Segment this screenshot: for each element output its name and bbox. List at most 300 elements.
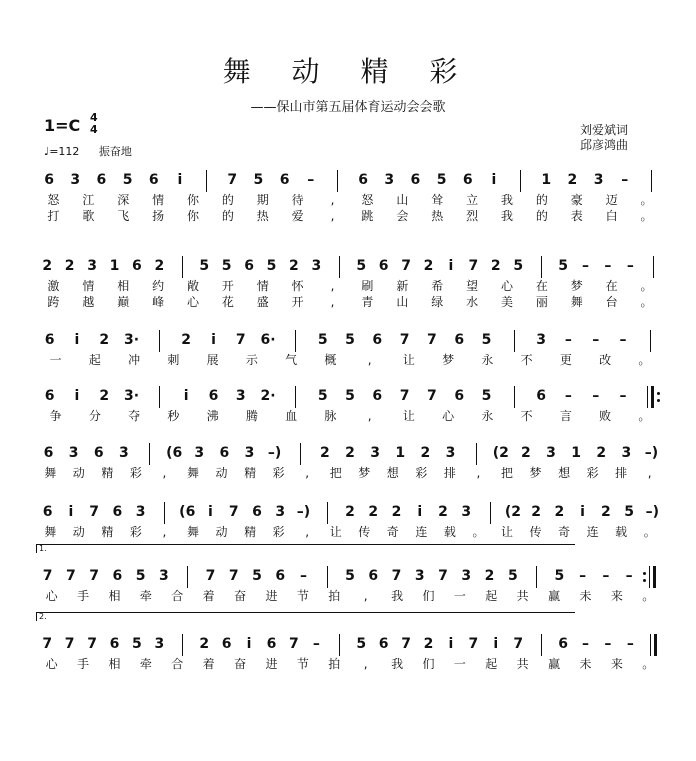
lyric-char: 展	[206, 353, 219, 367]
lyric-char: 动	[215, 525, 228, 539]
lyric-char: 相	[117, 279, 130, 293]
note: i	[183, 388, 189, 404]
notation-row	[0, 564, 696, 588]
lyric-char: 美	[500, 295, 513, 309]
note: 7	[513, 636, 524, 652]
lyric-char: 情	[82, 279, 95, 293]
note: (6	[179, 504, 196, 520]
lyric-char: 血	[285, 409, 298, 423]
lyric-char: 着	[202, 657, 215, 671]
lyric-char: ,	[330, 193, 335, 207]
note: –	[299, 568, 307, 584]
lyric-char: 峰	[152, 295, 165, 309]
lyric-char: 情	[152, 193, 165, 207]
note: 6	[112, 568, 123, 584]
lyric-char: ,	[647, 466, 652, 480]
lyric-char: 传	[358, 525, 371, 539]
lyric-char: 手	[77, 589, 90, 603]
lyric-char: 手	[77, 657, 90, 671]
lyric-char: 共	[516, 589, 529, 603]
lyric-text	[0, 588, 696, 604]
bar-line	[339, 634, 340, 656]
lyric-char: 精	[244, 525, 257, 539]
note: 5	[624, 504, 634, 520]
bar-line	[514, 330, 515, 352]
lyric-char: 怒	[47, 193, 60, 207]
note: 7	[42, 568, 53, 584]
note: 3	[70, 172, 81, 188]
notation-row	[0, 632, 696, 656]
lyric-char: 争	[49, 409, 62, 423]
note: 5	[122, 172, 133, 188]
note: –	[626, 636, 634, 652]
lyric-text	[0, 408, 696, 424]
note: 2	[345, 445, 355, 461]
notation-row	[0, 384, 696, 408]
lyric-char: 合	[171, 657, 184, 671]
note: 2	[368, 504, 379, 520]
lyric-char: 让	[500, 525, 513, 539]
bar-line	[159, 386, 160, 408]
lyric-char: 。	[640, 295, 653, 309]
note: 7	[205, 568, 216, 584]
repeat-dot	[657, 399, 660, 402]
note: 2	[490, 258, 501, 274]
lyric-char: 你	[186, 209, 199, 223]
lyric-char: 赢	[548, 657, 561, 671]
note: i	[448, 636, 454, 652]
notation-row	[0, 328, 696, 352]
lyric-char: ,	[330, 295, 335, 309]
note: 2	[154, 258, 165, 274]
lyric-char: 我	[500, 193, 513, 207]
lyric-char: 热	[431, 209, 444, 223]
note: 6	[44, 172, 54, 188]
note: 5	[253, 172, 264, 188]
bar-line	[650, 330, 651, 352]
note: 6	[358, 172, 368, 188]
lyric-char: 载	[443, 525, 456, 539]
note: 2	[423, 636, 434, 652]
bar-line	[653, 256, 654, 278]
bar-line	[295, 330, 296, 352]
lyric-char: 精	[244, 466, 257, 480]
note: 7	[401, 636, 411, 652]
lyric-char: 耸	[431, 193, 444, 207]
note: 5	[558, 258, 568, 274]
lyric-char: 来	[610, 657, 623, 671]
lyric-text	[0, 465, 696, 481]
note: 5	[252, 568, 262, 584]
lyric-char: 怒	[361, 193, 374, 207]
note: –)	[645, 504, 660, 520]
note: 3·	[124, 332, 140, 348]
lyric-char: 开	[221, 279, 234, 293]
lyric-char: 奋	[234, 657, 247, 671]
bar-line	[327, 566, 328, 588]
lyric-char: ,	[367, 353, 372, 367]
lyric-char: 合	[171, 589, 184, 603]
note: i	[491, 172, 497, 188]
lyric-char: 舞	[186, 525, 199, 539]
note: 2·	[260, 388, 276, 404]
song-subtitle: ——保山市第五届体育运动会会歌	[250, 100, 446, 115]
lyric-char: 约	[152, 279, 165, 293]
bar-line	[541, 634, 542, 656]
lyric-char: 跳	[361, 209, 374, 223]
note: 3	[461, 504, 472, 520]
time-signature	[90, 112, 98, 136]
lyric-char: 盛	[256, 295, 269, 309]
note: –	[579, 568, 587, 584]
lyric-char: 心	[45, 657, 58, 671]
note: 5	[356, 636, 367, 652]
note: 6	[266, 636, 277, 652]
lyric-char: ,	[330, 279, 335, 293]
note: –	[621, 172, 629, 188]
notation-row	[0, 168, 696, 192]
note: 7	[438, 568, 448, 584]
lyric-char: 未	[579, 589, 592, 603]
lyric-char: 跨	[47, 295, 60, 309]
note: 6	[378, 258, 389, 274]
lyric-char: 烈	[466, 209, 479, 223]
note: 3	[461, 568, 472, 584]
note: (6	[166, 445, 183, 461]
lyric-row	[0, 408, 696, 424]
note: –	[604, 636, 612, 652]
lyric-char: 。	[643, 525, 656, 539]
note: 7	[89, 504, 100, 520]
note: 2	[596, 445, 607, 461]
lyric-char: 的	[221, 209, 234, 223]
note: 5	[356, 258, 367, 274]
note: 6	[372, 388, 383, 404]
lyric-char: 心	[45, 589, 58, 603]
note: 6	[454, 332, 465, 348]
lyric-text	[0, 294, 696, 310]
note: 5	[513, 258, 524, 274]
notation-row	[0, 254, 696, 278]
note: 7	[87, 636, 97, 652]
lyric-char: 热	[256, 209, 269, 223]
note: 5	[135, 568, 146, 584]
volta-number: 1.	[39, 544, 47, 553]
bar-line	[327, 502, 328, 524]
lyric-char: 动	[72, 525, 85, 539]
note: i	[68, 504, 74, 520]
note: 6	[454, 388, 465, 404]
note: i	[208, 504, 213, 520]
note: –	[619, 388, 627, 404]
lyric-char: 丽	[535, 295, 548, 309]
note: –)	[644, 445, 659, 461]
note: 6	[368, 568, 379, 584]
final-bar-line	[651, 386, 654, 408]
note: 2	[181, 332, 192, 348]
note: 5	[481, 388, 492, 404]
lyric-char: 舞	[44, 466, 57, 480]
bar-line	[182, 634, 183, 656]
note: 7	[427, 388, 437, 404]
lyric-char: 越	[82, 295, 95, 309]
lyric-char: 拍	[328, 657, 341, 671]
note: 1	[541, 172, 552, 188]
lyric-char: 进	[265, 657, 278, 671]
bar-line	[295, 386, 296, 408]
lyric-char: 山	[396, 295, 409, 309]
note: (2	[492, 445, 509, 461]
lyric-char: 示	[245, 353, 258, 367]
note: 5	[345, 388, 355, 404]
lyric-row	[0, 656, 696, 672]
note: 2	[531, 504, 541, 520]
note: 7	[468, 258, 479, 274]
note: 6	[112, 504, 123, 520]
note: –	[564, 388, 572, 404]
lyric-char: 把	[500, 466, 513, 480]
lyric-char: 动	[72, 466, 85, 480]
note: 5	[345, 568, 355, 584]
bar-line	[149, 443, 150, 465]
lyric-char: 飞	[117, 209, 130, 223]
lyric-char: 敞	[186, 279, 199, 293]
lyric-row	[0, 208, 696, 224]
expression-marking: 振奋地	[98, 145, 132, 158]
note: 6	[96, 172, 107, 188]
note: 2	[289, 258, 299, 274]
lyric-row	[0, 192, 696, 208]
note: 5	[132, 636, 142, 652]
note: 3	[235, 388, 246, 404]
lyric-char: 。	[640, 193, 653, 207]
lyric-char: 让	[402, 409, 415, 423]
note: 2	[391, 504, 402, 520]
lyric-char: 爱	[291, 209, 304, 223]
lyric-text	[0, 656, 696, 672]
lyric-char: 梦	[442, 353, 455, 367]
lyric-char: 的	[221, 193, 234, 207]
note: 3	[621, 445, 632, 461]
note: 7	[468, 636, 479, 652]
note: 3	[194, 445, 205, 461]
volta-bracket	[36, 612, 575, 621]
lyric-char: 江	[82, 193, 95, 207]
note: 1	[571, 445, 581, 461]
lyric-char: 梦	[570, 279, 583, 293]
note: 5	[345, 332, 355, 348]
note: –	[312, 636, 320, 652]
note: 3·	[124, 388, 140, 404]
final-bar-line	[653, 566, 656, 588]
lyric-text	[0, 524, 696, 540]
note: 6	[42, 504, 53, 520]
note: 5	[554, 568, 565, 584]
lyric-char: 冲	[128, 353, 141, 367]
lyric-char: 巅	[117, 295, 130, 309]
lyricist: 刘爱斌词	[580, 123, 629, 137]
note: 5	[481, 332, 492, 348]
lyric-char: 更	[559, 353, 572, 367]
lyric-row	[0, 465, 696, 481]
lyric-char: 心	[442, 409, 455, 423]
lyric-char: 永	[481, 409, 494, 423]
note: i	[580, 504, 585, 520]
lyric-char: 赢	[548, 589, 561, 603]
note: 7	[427, 332, 437, 348]
lyric-char: 舞	[44, 525, 57, 539]
lyric-char: 我	[500, 209, 513, 223]
lyric-char: 想	[558, 466, 571, 480]
note: 6	[279, 172, 290, 188]
lyric-char: 相	[108, 589, 121, 603]
note: 3	[275, 504, 286, 520]
lyric-char: 深	[117, 193, 130, 207]
lyric-char: 牵	[139, 657, 152, 671]
note: 6	[44, 388, 55, 404]
note: –	[604, 258, 612, 274]
lyric-char: 你	[186, 193, 199, 207]
repeat-dot	[643, 572, 646, 575]
lyric-char: 新	[396, 279, 409, 293]
notation-row	[0, 500, 696, 524]
lyric-char: 改	[599, 353, 612, 367]
lyric-char: 刷	[361, 279, 374, 293]
lyric-char: 刺	[167, 353, 180, 367]
lyric-char: 沸	[206, 409, 219, 423]
lyric-char: 败	[599, 409, 612, 423]
note: 2	[423, 258, 434, 274]
note: –)	[267, 445, 282, 461]
lyric-char: 。	[642, 589, 655, 603]
lyric-char: 的	[535, 193, 548, 207]
lyric-row	[0, 278, 696, 294]
lyric-char: 待	[291, 193, 304, 207]
lyric-char: ,	[305, 525, 310, 539]
lyric-char: 牵	[139, 589, 152, 603]
lyric-row	[0, 352, 696, 368]
lyric-char: 水	[466, 295, 479, 309]
note: i	[74, 332, 80, 348]
note: –	[625, 568, 633, 584]
bar-line	[651, 170, 652, 192]
note: 3	[68, 445, 79, 461]
bar-line	[159, 330, 160, 352]
lyric-char: 舞	[570, 295, 583, 309]
lyric-char: 共	[516, 657, 529, 671]
note: i	[246, 636, 252, 652]
lyric-char: 们	[422, 657, 435, 671]
lyric-char: 起	[485, 589, 498, 603]
lyric-char: 。	[472, 525, 485, 539]
note: 7	[289, 636, 299, 652]
lyric-char: 花	[221, 295, 234, 309]
note: 7	[399, 388, 410, 404]
lyric-row	[0, 294, 696, 310]
tempo-value: ♩=112	[44, 145, 80, 158]
lyric-char: 着	[202, 589, 215, 603]
lyric-char: 心	[500, 279, 513, 293]
lyric-char: 让	[329, 525, 342, 539]
lyric-char: 载	[615, 525, 628, 539]
lyric-char: 怀	[291, 279, 304, 293]
bar-line	[520, 170, 521, 192]
note: 7	[391, 568, 402, 584]
notation-row	[0, 441, 696, 465]
song-title: 舞 动 精 彩	[222, 55, 474, 88]
lyric-char: 歌	[82, 209, 95, 223]
lyric-char: 排	[615, 466, 628, 480]
note: 3	[87, 258, 97, 274]
note: 6	[132, 258, 142, 274]
note: 3	[384, 172, 395, 188]
note: 3	[593, 172, 604, 188]
lyric-char: 在	[535, 279, 548, 293]
tempo-marking	[44, 143, 132, 159]
lyric-char: 节	[296, 657, 309, 671]
lyric-char: 排	[443, 466, 456, 480]
key-signature: 1=C	[44, 116, 81, 135]
lyric-char: 进	[265, 589, 278, 603]
lyric-char: 立	[466, 193, 479, 207]
note: 6	[221, 636, 232, 652]
composer: 邱彦鸿曲	[580, 138, 629, 152]
lyric-char: ,	[330, 209, 335, 223]
lyric-text	[0, 352, 696, 368]
bar-line	[649, 566, 650, 588]
note: 3	[154, 636, 165, 652]
lyric-char: 起	[88, 353, 101, 367]
lyric-char: 心	[186, 295, 199, 309]
note: –	[582, 258, 589, 274]
lyric-char: 山	[396, 193, 409, 207]
note: 5	[436, 172, 447, 188]
lyric-char: 夺	[128, 409, 141, 423]
bar-line	[164, 502, 165, 524]
lyric-char: 起	[485, 657, 498, 671]
time-top: 4	[90, 111, 98, 124]
note: 6	[252, 504, 262, 520]
note: 2	[345, 504, 355, 520]
bar-line	[300, 443, 301, 465]
note: 7	[89, 568, 100, 584]
note: 3	[414, 568, 425, 584]
note: 3	[546, 445, 556, 461]
lyric-row	[0, 588, 696, 604]
bar-line	[514, 386, 515, 408]
lyric-char: 。	[642, 657, 655, 671]
lyric-char: ,	[476, 466, 481, 480]
lyric-char: 精	[101, 525, 114, 539]
note: 2	[520, 445, 531, 461]
lyric-char: 传	[529, 525, 542, 539]
bar-line	[647, 386, 648, 408]
note: 6	[275, 568, 286, 584]
lyric-char: 我	[391, 657, 404, 671]
lyric-char: 连	[586, 525, 599, 539]
lyric-char: 。	[640, 279, 653, 293]
note: –	[619, 332, 627, 348]
lyric-char: 迈	[605, 193, 618, 207]
lyric-char: 一	[453, 589, 466, 603]
bar-line	[541, 256, 542, 278]
note: –	[564, 332, 572, 348]
lyric-row	[0, 524, 696, 540]
lyric-char: 奇	[558, 525, 571, 539]
note: 6	[410, 172, 421, 188]
note: 2	[600, 504, 611, 520]
lyric-char: 豪	[570, 193, 583, 207]
